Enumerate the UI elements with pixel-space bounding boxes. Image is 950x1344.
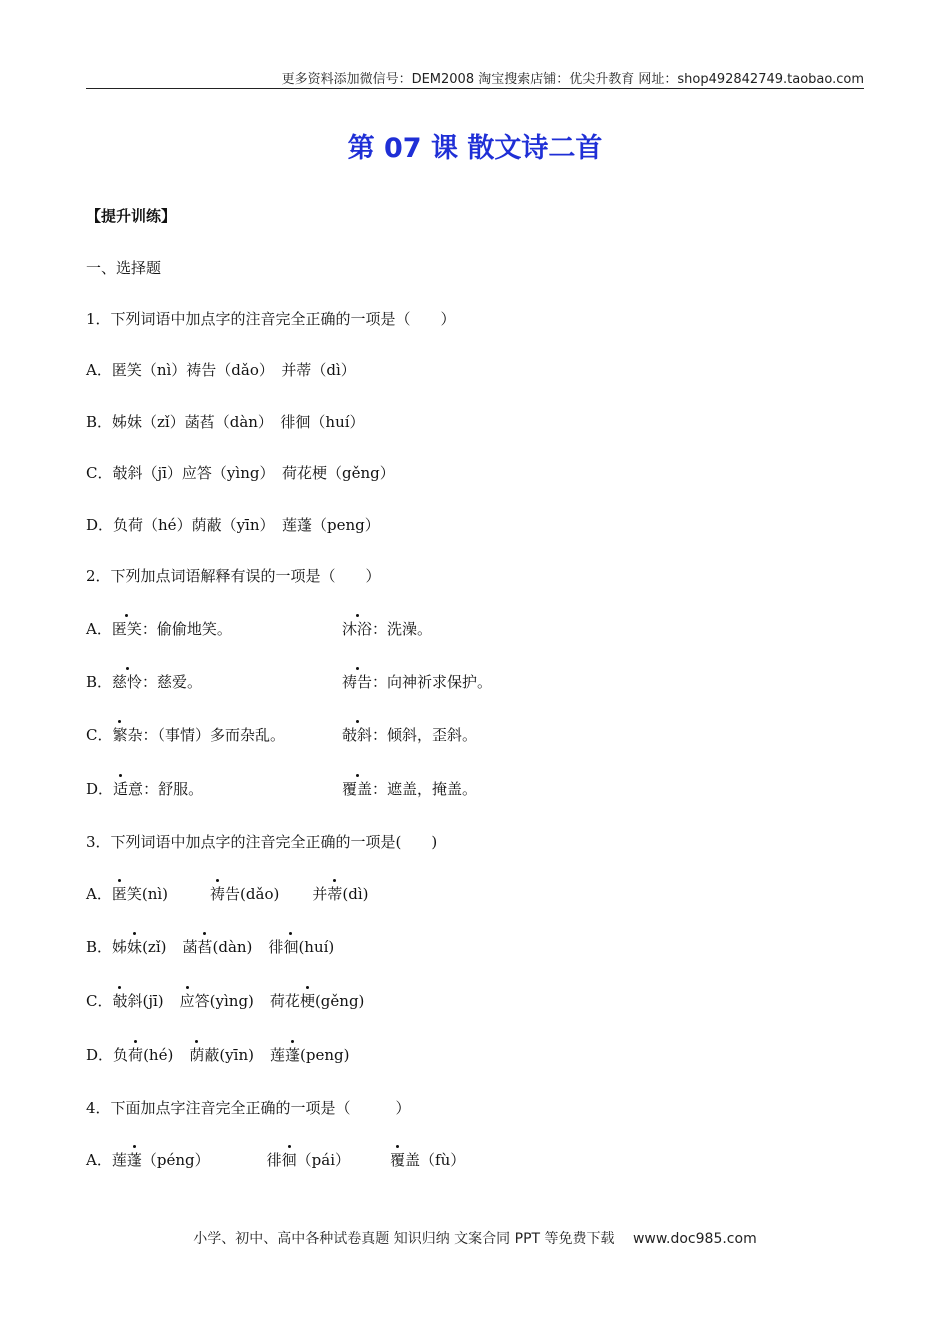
plain-char: 杂 bbox=[127, 726, 143, 744]
dotted-term: 沐浴 bbox=[342, 620, 373, 638]
definition: ：偷偷地笑。 bbox=[141, 620, 232, 638]
option-label: A． bbox=[86, 620, 112, 638]
word-rest: (zǐ) bbox=[142, 938, 167, 956]
plain-char: 意 bbox=[128, 780, 144, 798]
dotted-term: 攲斜 bbox=[342, 726, 373, 744]
word-pre: 荷花 bbox=[269, 992, 300, 1010]
question-1-option-d: D．负荷（hé）荫蔽（yīn） 莲蓬（peng） bbox=[86, 516, 380, 534]
option-label: D． bbox=[86, 780, 114, 798]
option-label: A． bbox=[86, 1151, 112, 1169]
question-3-option-d bbox=[86, 1044, 349, 1065]
question-3-stem: 3．下列词语中加点字的注音完全正确的一项是( ) bbox=[86, 833, 438, 851]
dotted-char: 荷 bbox=[128, 1046, 144, 1064]
definition: ：倾斜，歪斜。 bbox=[372, 726, 478, 744]
dotted-char: 应 bbox=[179, 992, 195, 1010]
dotted-char: 萏 bbox=[197, 938, 213, 956]
question-1-option-a: A．匿笑（nì）祷告（dǎo） 并蒂（dì） bbox=[86, 361, 356, 379]
question-4-option-a bbox=[86, 1149, 465, 1170]
dotted-char: 攲 bbox=[112, 992, 128, 1010]
question-3-option-b bbox=[86, 936, 334, 957]
dotted-char: 匿 bbox=[111, 885, 127, 903]
dotted-term: 慈怜 bbox=[112, 673, 143, 691]
word-rest: （péng） bbox=[141, 1151, 210, 1169]
page-title: 第 07 课 散文诗二首 bbox=[347, 133, 603, 164]
dotted-term: 适 bbox=[113, 780, 129, 798]
question-3-option-c bbox=[86, 990, 364, 1011]
page-footer: 小学、初中、高中各种试卷真题 知识归纳 文案合同 PPT 等免费下载 www.doc985.com bbox=[193, 1231, 757, 1247]
word-pre: 徘 bbox=[268, 938, 284, 956]
question-1-option-b: B．姊妹（zǐ）菡萏（dàn） 徘徊（huí） bbox=[86, 413, 365, 431]
option-label: C． bbox=[86, 726, 113, 744]
option-label: D． bbox=[86, 1046, 114, 1064]
word-pre: 徘 bbox=[266, 1151, 282, 1169]
dotted-char: 祷 bbox=[210, 885, 226, 903]
word-rest: (hé) bbox=[143, 1046, 174, 1064]
question-3-option-a bbox=[86, 883, 368, 904]
word-pre: 莲 bbox=[111, 1151, 127, 1169]
word-rest: 蔽(yīn) bbox=[204, 1046, 254, 1064]
word-rest: 斜(jī) bbox=[127, 992, 164, 1010]
option-label: C． bbox=[86, 992, 113, 1010]
dotted-char: 徊 bbox=[281, 1151, 297, 1169]
question-2-option-c bbox=[86, 724, 285, 745]
word-pre: 并 bbox=[312, 885, 328, 903]
word-rest: （pái） bbox=[296, 1151, 350, 1169]
question-2-option-b bbox=[86, 671, 202, 692]
dotted-char: 覆 bbox=[390, 1151, 406, 1169]
question-1-stem: 1．下列词语中加点字的注音完全正确的一项是（ ） bbox=[86, 310, 456, 328]
word-rest: 盖（fù） bbox=[405, 1151, 466, 1169]
dotted-term: 祷告 bbox=[342, 673, 373, 691]
word-pre: 菡 bbox=[182, 938, 198, 956]
word-pre: 莲 bbox=[269, 1046, 285, 1064]
definition: ：洗澡。 bbox=[372, 620, 433, 638]
definition: ：遮盖，掩盖。 bbox=[372, 780, 478, 798]
question-2-option-d bbox=[86, 778, 203, 799]
word-rest: (peng) bbox=[300, 1046, 350, 1064]
word-rest: (dì) bbox=[342, 885, 369, 903]
question-2-option-b-second bbox=[342, 671, 492, 692]
dotted-char: 徊 bbox=[283, 938, 299, 956]
page-header: 更多资料添加微信号：DEM2008 淘宝搜索店铺：优尖升教育 网址：shop492842749.taobao.com bbox=[281, 72, 864, 87]
word-rest: (dàn) bbox=[212, 938, 253, 956]
definition: ：慈爱。 bbox=[142, 673, 203, 691]
dotted-term: 覆盖 bbox=[342, 780, 373, 798]
option-label: B． bbox=[86, 673, 113, 691]
word-pre: 姊 bbox=[112, 938, 128, 956]
header-divider bbox=[86, 88, 864, 89]
question-1-option-c: C．攲斜（jī）应答（yìng） 荷花梗（gěng） bbox=[86, 464, 395, 482]
word-rest: (gěng) bbox=[314, 992, 365, 1010]
definition: ：向神祈求保护。 bbox=[372, 673, 493, 691]
word-rest: 告(dǎo) bbox=[225, 885, 280, 903]
option-label: A． bbox=[86, 885, 112, 903]
section-heading: 【提升训练】 bbox=[86, 207, 177, 225]
dotted-char: 蓬 bbox=[284, 1046, 300, 1064]
definition: ：（事情）多而杂乱。 bbox=[142, 726, 286, 744]
dotted-char: 荫 bbox=[189, 1046, 205, 1064]
definition: ：舒服。 bbox=[143, 780, 204, 798]
dotted-char: 蒂 bbox=[327, 885, 343, 903]
dotted-char: 妹 bbox=[127, 938, 143, 956]
dotted-term: 繁 bbox=[112, 726, 128, 744]
word-rest: 笑(nì) bbox=[126, 885, 169, 903]
question-2-option-a bbox=[86, 618, 232, 639]
part-heading: 一、选择题 bbox=[86, 259, 162, 277]
question-2-stem: 2．下列加点词语解释有误的一项是（ ） bbox=[86, 567, 381, 585]
question-4-stem: 4．下面加点字注音完全正确的一项是（ ） bbox=[86, 1099, 411, 1117]
question-2-option-a-second bbox=[342, 618, 432, 639]
word-rest: 答(yìng) bbox=[194, 992, 254, 1010]
option-label: B． bbox=[86, 938, 113, 956]
dotted-term: 匿笑 bbox=[111, 620, 142, 638]
question-2-option-d-second bbox=[342, 778, 477, 799]
dotted-char: 梗 bbox=[299, 992, 315, 1010]
word-rest: (huí) bbox=[298, 938, 335, 956]
question-2-option-c-second bbox=[342, 724, 477, 745]
word-pre: 负 bbox=[113, 1046, 129, 1064]
dotted-char: 蓬 bbox=[126, 1151, 142, 1169]
